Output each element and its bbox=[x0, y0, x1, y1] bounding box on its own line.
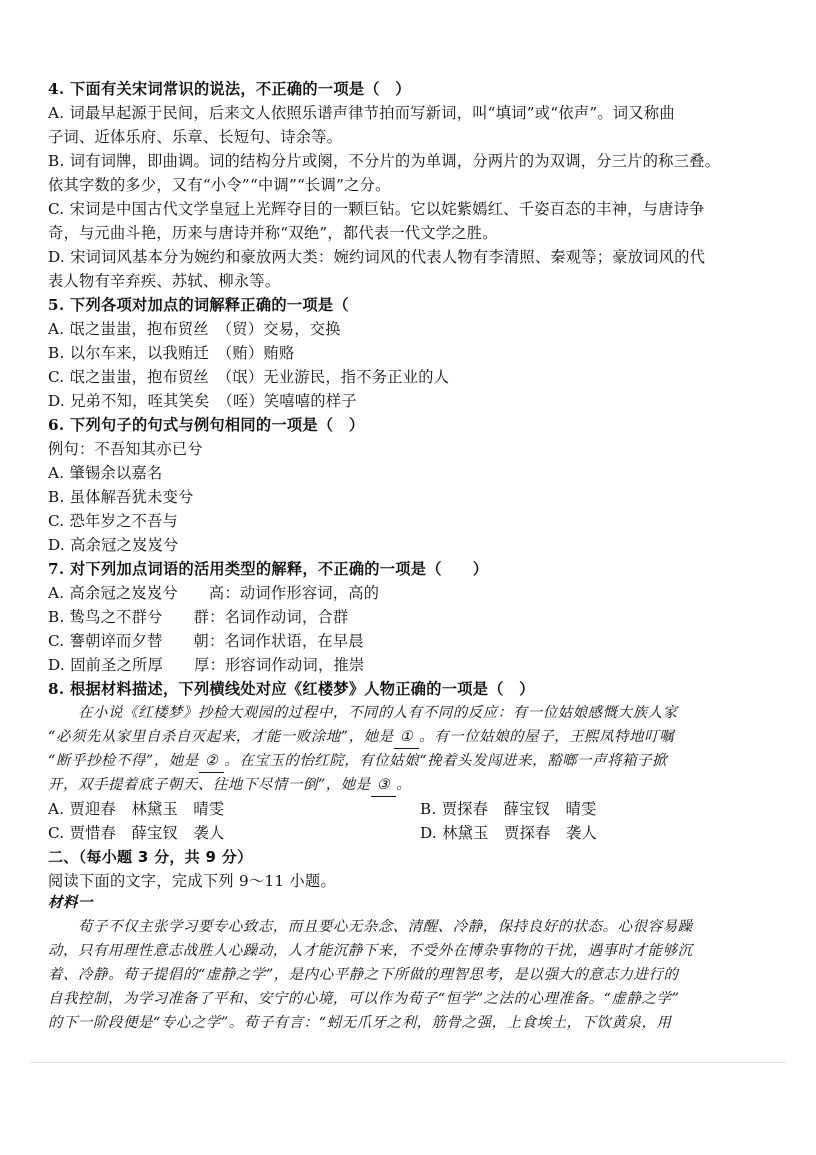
q6-example: 例句：不吾知其亦已兮 bbox=[48, 440, 203, 458]
q8-option-a: A. 贾迎春 林黛玉 晴雯 bbox=[48, 800, 225, 818]
q4-option-a: A. 词最早起源于民间，后来文人依照乐谱声律节拍而写新词，叫“填词”或“依声”。词又称曲 bbox=[48, 104, 675, 122]
q4-stem: 4. 下面有关宋词常识的说法，不正确的一项是（ ） bbox=[48, 80, 411, 98]
q8-material-text: 开，双手提着底子朝天、往地下尽情一倒”，她是 bbox=[48, 777, 371, 793]
q8-material-text: “断乎抄检不得”，她是 bbox=[48, 753, 199, 769]
q7-option-b: B. 鸷鸟之不群兮 群：名词作动词，合群 bbox=[48, 608, 349, 626]
q8-material-line-1: 在小说《红楼梦》抄检大观园的过程中，不同的人有不同的反应：有一位姑娘感慨大族人家 bbox=[78, 705, 678, 721]
q4-option-a-cont: 子词、近体乐府、乐章、长短句、诗余等。 bbox=[48, 128, 343, 146]
section-heading: 二、（每小题 3 分，共 9 分） bbox=[48, 848, 253, 866]
q5-option-c: C. 氓之蚩蚩，抱布贸丝 （氓）无业游民，指不务正业的人 bbox=[48, 368, 450, 386]
section-instruction: 阅读下面的文字，完成下列 9～11 小题。 bbox=[48, 872, 336, 890]
q8-material-line-3 bbox=[48, 750, 776, 773]
q8-material-text: 。有一位姑娘的屋子，王熙凤特地叮嘱 bbox=[419, 729, 675, 745]
q4-option-d-cont: 表人物有辛弃疾、苏轼、柳永等。 bbox=[48, 272, 281, 290]
blank-3: ③ bbox=[371, 774, 397, 797]
q4-option-b: B. 词有词牌，即曲调。词的结构分片或阕，不分片的为单调，分两片的为双调，分三片的称三叠。 bbox=[48, 152, 721, 170]
q4-option-c-cont: 奇，与元曲斗艳，历来与唐诗并称“双绝”，都代表一代文学之胜。 bbox=[48, 224, 498, 242]
material-paragraph-line-2: 动，只有用理性意志战胜人心躁动，人才能沉静下来，不受外在博杂事物的干扰，遇事时才能够沉 bbox=[48, 943, 693, 959]
q5-option-b: B. 以尔车来，以我贿迁 （贿）贿赂 bbox=[48, 344, 295, 362]
q8-material-text: 。 bbox=[396, 777, 412, 793]
q6-option-b: B. 虽体解吾犹未变兮 bbox=[48, 488, 194, 506]
material-paragraph-line-1: 荀子不仅主张学习要专心致志，而且要心无杂念、清醒、冷静，保持良好的状态。心很容易躁 bbox=[78, 919, 693, 935]
q7-option-d: D. 固前圣之所厚 厚：形容词作动词，推崇 bbox=[48, 656, 365, 674]
q8-option-c: C. 贾惜春 薛宝钗 袭人 bbox=[48, 824, 225, 842]
material-title: 材料一 bbox=[48, 894, 93, 911]
blank-1: ① bbox=[394, 726, 420, 749]
q7-option-a: A. 高余冠之岌岌兮 高：动词作形容词，高的 bbox=[48, 584, 380, 602]
q5-stem: 5. 下列各项对加点的词解释正确的一项是（ bbox=[48, 296, 349, 314]
q5-option-d: D. 兄弟不知，咥其笑矣 （咥）笑嘻嘻的样子 bbox=[48, 392, 357, 410]
q6-option-a: A. 肇锡余以嘉名 bbox=[48, 464, 163, 482]
q4-option-c: C. 宋词是中国古代文学皇冠上光辉夺目的一颗巨钻。它以姹紫嫣红、千姿百态的丰神，与唐诗争 bbox=[48, 200, 705, 218]
q8-material-text: “必须先从家里自杀自灭起来，才能一败涂地”，她是 bbox=[48, 729, 394, 745]
q6-stem: 6. 下列句子的句式与例句相同的一项是（ ） bbox=[48, 416, 365, 434]
q7-option-c: C. 謇朝谇而夕替 朝：名词作状语，在早晨 bbox=[48, 632, 364, 650]
q8-material-line-2 bbox=[48, 726, 776, 749]
q8-option-b: B. 贾探春 薛宝钗 晴雯 bbox=[420, 800, 597, 818]
q6-option-d: D. 高余冠之岌岌兮 bbox=[48, 536, 179, 554]
q7-stem: 7. 对下列加点词语的活用类型的解释，不正确的一项是（ ） bbox=[48, 560, 489, 578]
q5-option-a: A. 氓之蚩蚩，抱布贸丝 （贸）交易，交换 bbox=[48, 320, 341, 338]
blank-2: ② bbox=[199, 750, 225, 773]
material-paragraph-line-4: 自我控制，为学习准备了平和、安宁的心境，可以作为荀子“恒学”之法的心理准备。“虚静之学” bbox=[48, 991, 680, 1007]
q6-option-c: C. 恐年岁之不吾与 bbox=[48, 512, 179, 530]
q8-material-text: 。在宝玉的怡红院，有位姑娘“挽着头发闯进来，豁啷一声将箱子掀 bbox=[224, 753, 668, 769]
page-bottom-divider bbox=[30, 1062, 786, 1063]
q4-option-b-cont: 依其字数的多少，又有“小令”“中调”“长调”之分。 bbox=[48, 176, 391, 194]
material-paragraph-line-3: 着、冷静。荀子提倡的“虚静之学”，是内心平静之下所做的理智思考，是以强大的意志力进行的 bbox=[48, 967, 679, 983]
q8-option-d: D. 林黛玉 贾探春 袭人 bbox=[420, 824, 598, 842]
material-paragraph-line-5: 的下一阶段便是“专心之学”。荀子有言：“蚓无爪牙之利，筋骨之强，上食埃土，下饮黄泉，用 bbox=[48, 1015, 672, 1031]
q8-stem: 8. 根据材料描述，下列横线处对应《红楼梦》人物正确的一项是（ ） bbox=[48, 680, 535, 698]
q8-material-line-4 bbox=[48, 774, 776, 797]
q4-option-d: D. 宋词词风基本分为婉约和豪放两大类：婉约词风的代表人物有李清照、秦观等；豪放词风的代 bbox=[48, 248, 706, 266]
